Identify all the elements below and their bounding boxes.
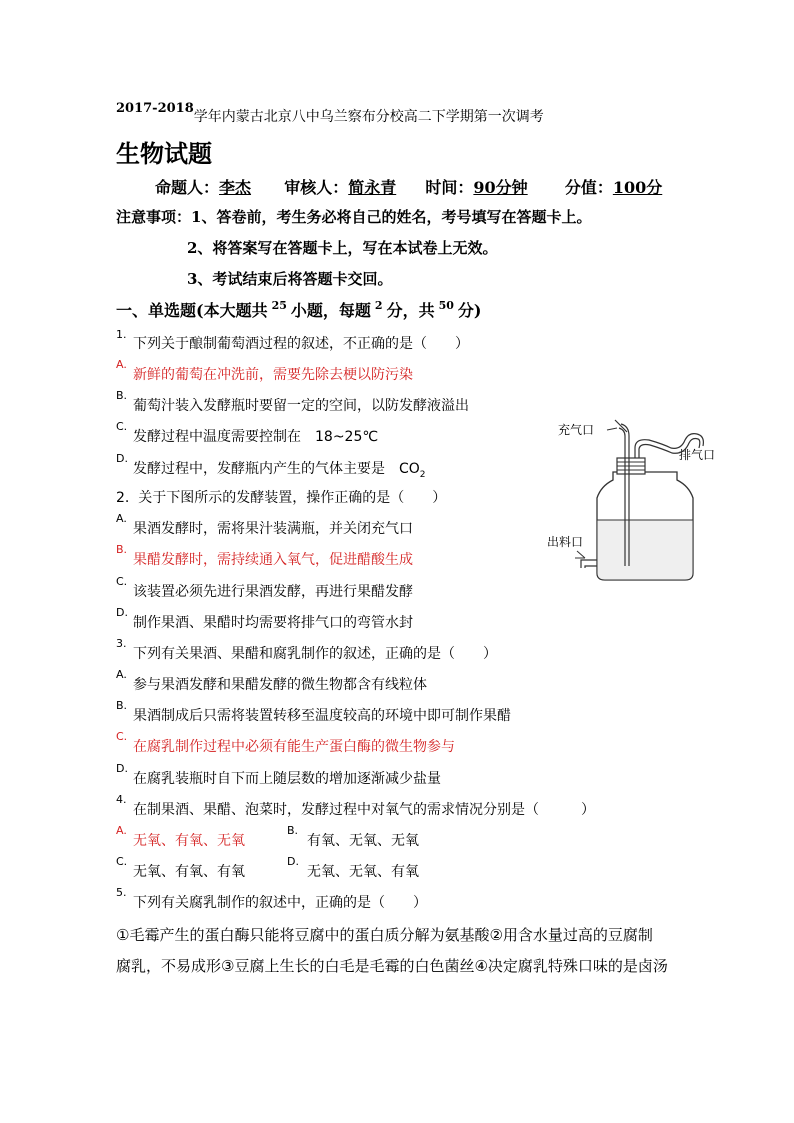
option-letter: D. xyxy=(116,452,128,465)
section-title-d: 分) xyxy=(457,301,482,320)
question-stem: 关于下图所示的发酵装置，操作正确的是（ ） xyxy=(138,490,447,506)
option-text: 无氧、有氧、有氧 xyxy=(133,864,245,880)
notes-item-3: 3、考试结束后将答题卡交回。 xyxy=(187,270,393,288)
question-number: 1. xyxy=(116,328,127,341)
section-title-c: 分，共 xyxy=(386,301,435,320)
option-text: 在腐乳制作过程中必须有能生产蛋白酶的微生物参与 xyxy=(133,739,455,755)
option-text: 发酵过程中温度需要控制在 18~25℃ xyxy=(133,429,379,445)
school-year: 2017-2018 xyxy=(116,101,194,116)
option-letter: A. xyxy=(116,824,127,837)
question-number: 4. xyxy=(116,793,127,806)
option-letter: A. xyxy=(116,668,127,681)
question-stem: 下列关于酿制葡萄酒过程的叙述，不正确的是（ ） xyxy=(133,336,469,352)
reviewer-label: 审核人： xyxy=(284,178,349,197)
option-text: 果醋发酵时，需持续通入氧气，促进醋酸生成 xyxy=(133,552,413,568)
notes-item-1: 1、答卷前，考生务必将自己的姓名，考号填写在答题卡上。 xyxy=(191,208,592,226)
question-count: 25 xyxy=(271,299,287,312)
option-letter: D. xyxy=(287,855,299,868)
option-text: 新鲜的葡萄在冲洗前，需要先除去梗以防污染 xyxy=(133,367,413,383)
question-stem: 在制果酒、果醋、泡菜时，发酵过程中对氧气的需求情况分别是（ ） xyxy=(133,802,595,818)
option-text: 制作果酒、果醋时均需要将排气口的弯管水封 xyxy=(133,615,413,631)
section-title-a: 一、单选题(本大题共 xyxy=(116,301,268,320)
score-value: 100分 xyxy=(612,178,663,197)
option-text: 有氧、无氧、无氧 xyxy=(307,833,419,849)
option-letter: C. xyxy=(116,575,128,588)
option-text: 无氧、无氧、有氧 xyxy=(307,864,419,880)
outlet-spout-icon xyxy=(581,560,597,568)
author-name: 李杰 xyxy=(219,178,252,197)
page-title: 生物试题 xyxy=(116,139,212,168)
option-letter: B. xyxy=(116,699,128,712)
co2-subscript: 2 xyxy=(419,469,426,480)
time-value: 90分钟 xyxy=(473,178,528,197)
option-text: 该装置必须先进行果酒发酵，再进行果醋发酵 xyxy=(133,584,413,600)
option-text: 葡萄汁装入发酵瓶时要留一定的空间，以防发酵液溢出 xyxy=(133,398,469,414)
liquid-icon xyxy=(597,520,693,580)
option-letter: C. xyxy=(116,730,128,743)
option-letter: C. xyxy=(116,855,128,868)
notes-label: 注意事项： xyxy=(116,208,192,226)
fermentation-apparatus-figure xyxy=(545,418,725,590)
question-number: 5. xyxy=(116,886,127,899)
notes-item-2: 2、将答案写在答题卡上，写在本试卷上无效。 xyxy=(187,239,498,257)
score-label: 分值： xyxy=(564,178,613,197)
option-letter: A. xyxy=(116,358,127,371)
question-body-line: ①毛霉产生的蛋白酶只能将豆腐中的蛋白质分解为氨基酸②用含水量过高的豆腐制 xyxy=(116,926,653,944)
exam-meta xyxy=(155,175,662,198)
option-text: 果酒发酵时，需将果汁装满瓶，并关闭充气口 xyxy=(133,521,413,537)
option-letter: D. xyxy=(116,606,128,619)
total-points: 50 xyxy=(438,299,454,312)
exhaust-label: 排气口 xyxy=(679,448,716,462)
option-letter: B. xyxy=(116,389,128,402)
option-letter: A. xyxy=(116,512,127,525)
question-stem: 下列有关果酒、果醋和腐乳制作的叙述，正确的是（ ） xyxy=(133,646,497,662)
question-number: 3. xyxy=(116,637,127,650)
option-text: 参与果酒发酵和果醋发酵的微生物都含有线粒体 xyxy=(133,677,427,693)
option-letter: B. xyxy=(287,824,299,837)
question-stem: 下列有关腐乳制作的叙述中，正确的是（ ） xyxy=(133,895,427,911)
option-text: 无氧、有氧、无氧 xyxy=(133,833,245,849)
option-text: 果酒制成后只需将装置转移至温度较高的环境中即可制作果醋 xyxy=(133,708,511,724)
option-letter: D. xyxy=(116,762,128,775)
option-text: 在腐乳装瓶时自下而上随层数的增加逐渐减少盐量 xyxy=(133,771,441,787)
notes-line-1 xyxy=(116,206,591,227)
time-label: 时间： xyxy=(425,178,474,197)
section-title-b: 小题，每题 xyxy=(290,301,371,320)
reviewer-name: 简永青 xyxy=(348,178,397,197)
option-text xyxy=(133,458,426,480)
exam-header xyxy=(116,97,544,125)
inlet-label: 充气口 xyxy=(558,423,595,437)
question-line xyxy=(116,487,446,507)
question-body-line: 腐乳，不易成形③豆腐上生长的白毛是毛霉的白色菌丝④决定腐乳特殊口味的是卤汤 xyxy=(116,957,668,975)
school-name: 学年内蒙古北京八中乌兰察布分校高二下学期第一次调考 xyxy=(193,109,544,125)
points-per-question: 2 xyxy=(374,299,383,312)
option-letter: B. xyxy=(116,543,128,556)
question-number: 2. xyxy=(116,490,130,506)
option-letter: C. xyxy=(116,420,128,433)
outlet-label: 出料口 xyxy=(547,535,584,549)
option-text-main: 发酵过程中，发酵瓶内产生的气体主要是 CO xyxy=(133,461,420,477)
section-heading xyxy=(116,298,481,321)
author-label: 命题人： xyxy=(155,178,220,197)
